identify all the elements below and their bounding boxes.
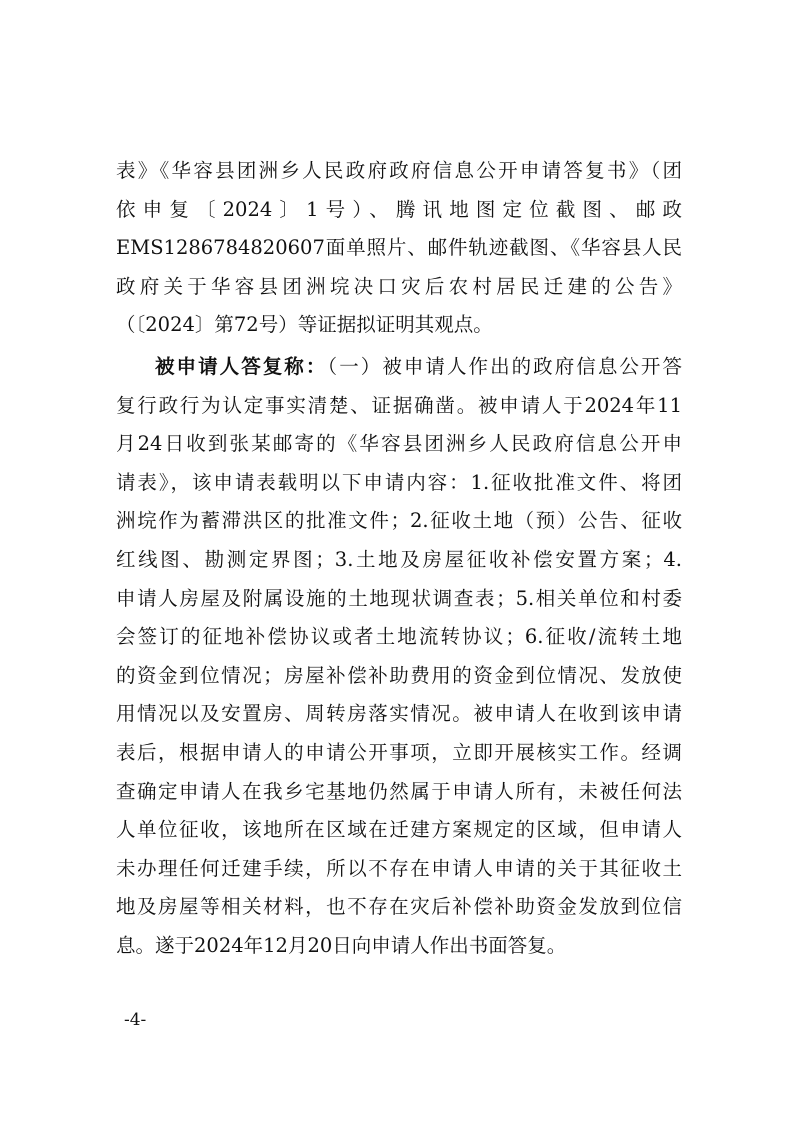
text-line: 查确定申请人在我乡宅基地仍然属于申请人所有，未被任何法 [116,779,682,803]
text-line: 洲垸作为蓄滞洪区的批准文件；2.征收土地（预）公告、征收 [116,509,682,533]
text-line: 月24日收到张某邮寄的《华容县团洲乡人民政府信息公开申 [116,432,682,456]
paragraph-first-line [116,348,682,387]
text-line: 复行政行为认定事实清楚、证据确凿。被申请人于2024年11 [116,393,682,417]
text-line: 政府关于华容县团洲垸决口灾后农村居民迁建的公告》 [116,274,682,298]
text-line: 依申复〔2024〕1号）、腾讯地图定位截图、邮政 [116,197,682,221]
text-line: 请表》，该申请表载明以下申请内容：1.征收批准文件、将团 [116,470,682,494]
text-line: 地及房屋等相关材料，也不存在灾后补偿补助资金发放到位信 [116,895,682,919]
paragraph-heading: 被申请人答复称： [155,354,328,378]
text-line: 表后，根据申请人的申请公开事项，立即开展核实工作。经调 [116,740,682,764]
text-line: 未办理任何迁建手续，所以不存在申请人申请的关于其征收土 [116,856,682,880]
text-line: 息。遂于2024年12月20日向申请人作出书面答复。 [116,933,567,957]
text-line: 红线图、勘测定界图；3.土地及房屋征收补偿安置方案；4. [116,547,682,571]
text-line: 的资金到位情况；房屋补偿补助费用的资金到位情况、发放使 [116,663,682,687]
text-line: （〔2024〕第72号）等证据拟证明其观点。 [116,313,493,337]
text-line: 表》《华容县团洲乡人民政府政府信息公开申请答复书》（团 [116,159,682,182]
page-number: -4- [124,1010,147,1030]
text-line: EMS1286784820607面单照片、邮件轨迹截图、《华容县人民 [116,236,682,260]
text-line: 会签订的征地补偿协议或者土地流转协议；6.征收/流转土地 [116,625,682,649]
text-line: 申请人房屋及附属设施的土地现状调查表；5.相关单位和村委 [116,586,682,610]
text-line: 用情况以及安置房、周转房落实情况。被申请人在收到该申请 [116,702,682,726]
document-body [116,152,682,965]
text-line: 人单位征收，该地所在区域在迁建方案规定的区域，但申请人 [116,818,682,842]
text-span: （一）被申请人作出的政府信息公开答 [327,354,682,378]
